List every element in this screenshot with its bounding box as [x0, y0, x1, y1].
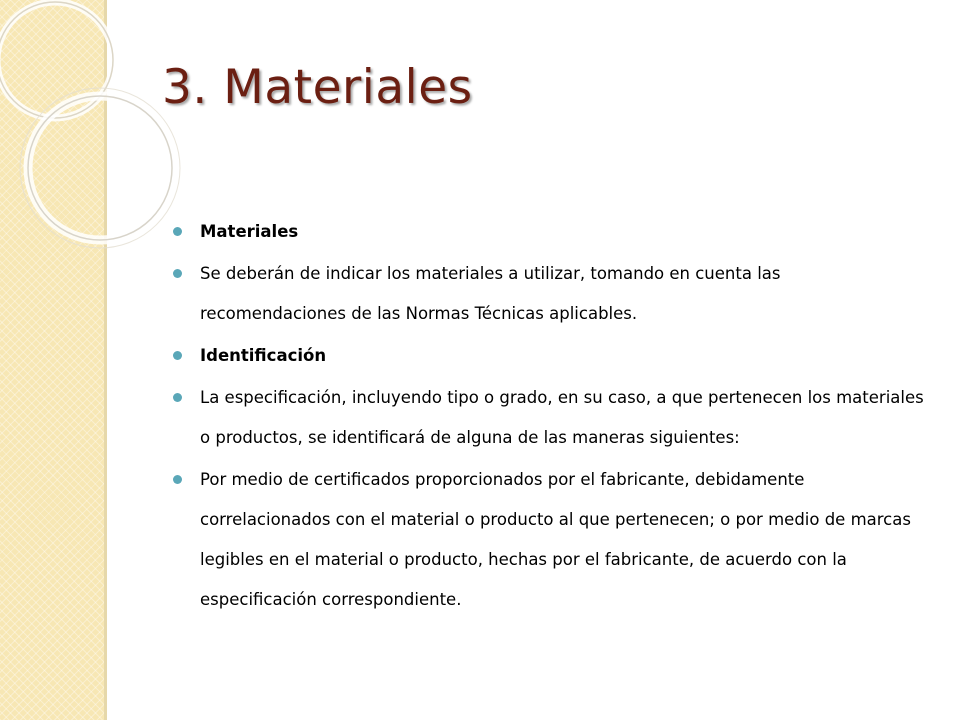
bullet-text: Por medio de certificados proporcionados por el fabricante, debidamente correlacionados con el material o producto al que pertenecen; o por medio de marcas legibles en el material o producto, hechas por el fabricante, de acuerdo con la especificación correspondiente. — [200, 470, 911, 609]
bullet-text: Se deberán de indicar los materiales a utilizar, tomando en cuenta las recomendaciones de las Normas Técnicas aplicables. — [200, 264, 781, 323]
bullet-dot — [173, 393, 182, 402]
bullet-dot — [173, 475, 182, 484]
bullet-text: La especificación, incluyendo tipo o grado, en su caso, a que pertenecen los materiales o productos, se identificará de alguna de las maneras siguientes: — [200, 388, 924, 447]
bullet-item — [170, 336, 930, 376]
bullet-text: Identificación — [200, 346, 327, 365]
bullet-item — [170, 212, 930, 252]
bullet-dot — [173, 351, 182, 360]
bullet-dot — [173, 269, 182, 278]
bullet-item — [170, 460, 930, 620]
bullet-dot — [173, 227, 182, 236]
bullet-item — [170, 378, 930, 458]
slide-title: 3. Materiales — [162, 60, 473, 115]
bullet-text: Materiales — [200, 222, 299, 241]
bullet-list — [170, 212, 930, 622]
bullet-item — [170, 254, 930, 334]
